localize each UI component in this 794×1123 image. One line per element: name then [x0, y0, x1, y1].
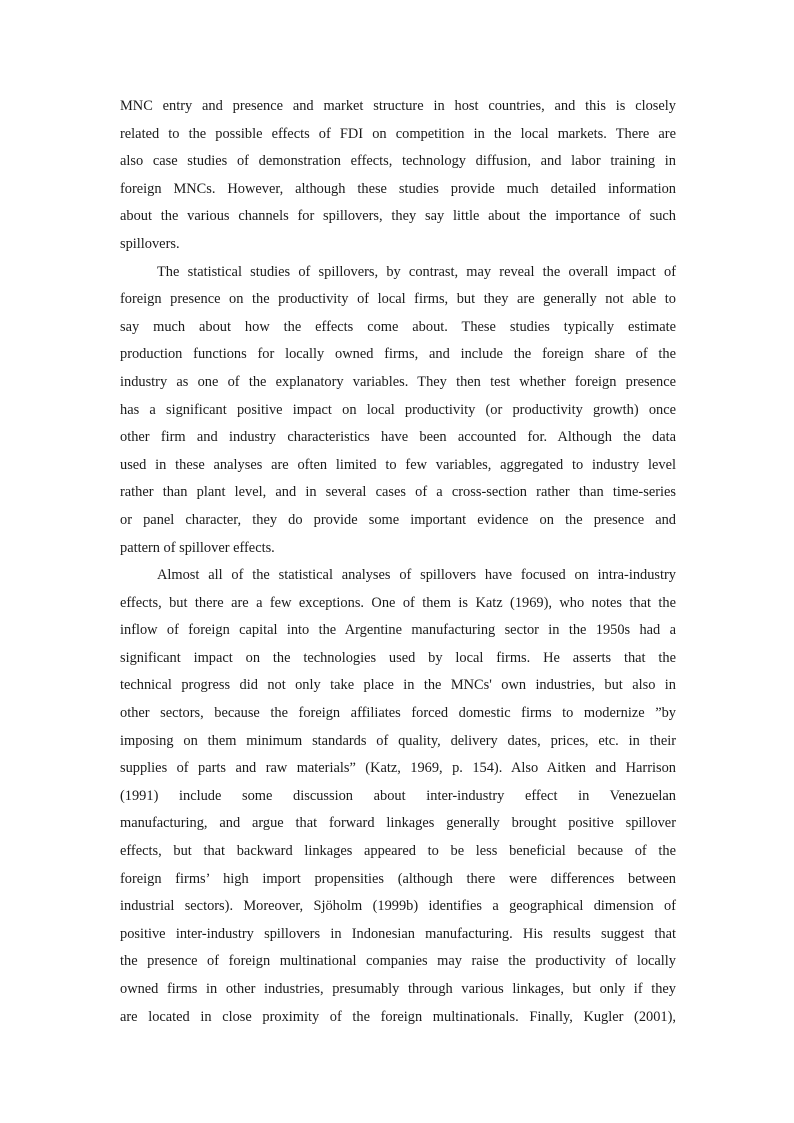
text-line: related to the possible effects of FDI on competition in the local markets. There are — [120, 125, 676, 142]
text-line: (1991) include some discussion about inter-industry effect in Venezuelan — [120, 787, 676, 804]
text-line: other sectors, because the foreign affiliates forced domestic firms to modernize ”by — [120, 705, 676, 722]
text-line: positive inter-industry spillovers in Indonesian manufacturing. His results suggest that — [120, 925, 676, 942]
text-line: say much about how the effects come about. These studies typically estimate — [120, 318, 676, 335]
text-line: other firm and industry characteristics have been accounted for. Although the data — [120, 429, 676, 446]
paragraph-2 — [120, 259, 676, 563]
text-line: pattern of spillover effects. — [120, 539, 275, 556]
paragraph-1 — [120, 93, 676, 259]
text-line: manufacturing, and argue that forward linkages generally brought positive spillover — [120, 815, 676, 832]
text-line: spillovers. — [120, 235, 180, 252]
text-line: industry as one of the explanatory variables. They then test whether foreign presence — [120, 373, 676, 390]
text-line: industrial sectors). Moreover, Sjöholm (1999b) identifies a geographical dimension of — [120, 898, 676, 915]
text-line: imposing on them minimum standards of quality, delivery dates, prices, etc. in their — [120, 732, 676, 749]
text-line: foreign presence on the productivity of local firms, but they are generally not able to — [120, 291, 676, 308]
text-line: owned firms in other industries, presumably through various linkages, but only if they — [120, 981, 676, 997]
text-line: about the various channels for spillovers, they say little about the importance of such — [120, 208, 676, 225]
text-line: or panel character, they do provide some important evidence on the presence and — [120, 511, 676, 528]
text-line: Almost all of the statistical analyses of spillovers have focused on intra-industry — [157, 567, 676, 584]
text-line: has a significant positive impact on local productivity (or productivity growth) once — [120, 401, 676, 418]
paragraph-3 — [120, 562, 676, 1031]
text-line: The statistical studies of spillovers, by contrast, may reveal the overall impact of — [157, 263, 676, 280]
body-text — [120, 93, 676, 1031]
text-line: MNC entry and presence and market structure in host countries, and this is closely — [120, 98, 676, 114]
text-line: are located in close proximity of the foreign multinationals. Finally, Kugler (2001), — [120, 1008, 676, 1025]
text-line: inflow of foreign capital into the Argentine manufacturing sector in the 1950s had a — [120, 622, 676, 639]
text-line: technical progress did not only take place in the MNCs' own industries, but also in — [120, 677, 676, 694]
text-line: foreign firms’ high import propensities (although there were differences between — [120, 870, 676, 887]
text-line: effects, but that backward linkages appeared to be less beneficial because of the — [120, 843, 676, 860]
text-line: also case studies of demonstration effects, technology diffusion, and labor training in — [120, 153, 676, 170]
text-line: the presence of foreign multinational companies may raise the productivity of locally — [120, 953, 676, 970]
text-line: rather than plant level, and in several cases of a cross-section rather than time-series — [120, 484, 676, 501]
text-line: effects, but there are a few exceptions. One of them is Katz (1969), who notes that the — [120, 594, 676, 611]
text-line: foreign MNCs. However, although these studies provide much detailed information — [120, 180, 676, 197]
text-line: significant impact on the technologies used by local firms. He asserts that the — [120, 649, 676, 666]
text-line: used in these analyses are often limited to few variables, aggregated to industry level — [120, 456, 676, 473]
text-line: supplies of parts and raw materials” (Katz, 1969, p. 154). Also Aitken and Harrison — [120, 760, 676, 777]
text-line: production functions for locally owned firms, and include the foreign share of the — [120, 346, 676, 363]
